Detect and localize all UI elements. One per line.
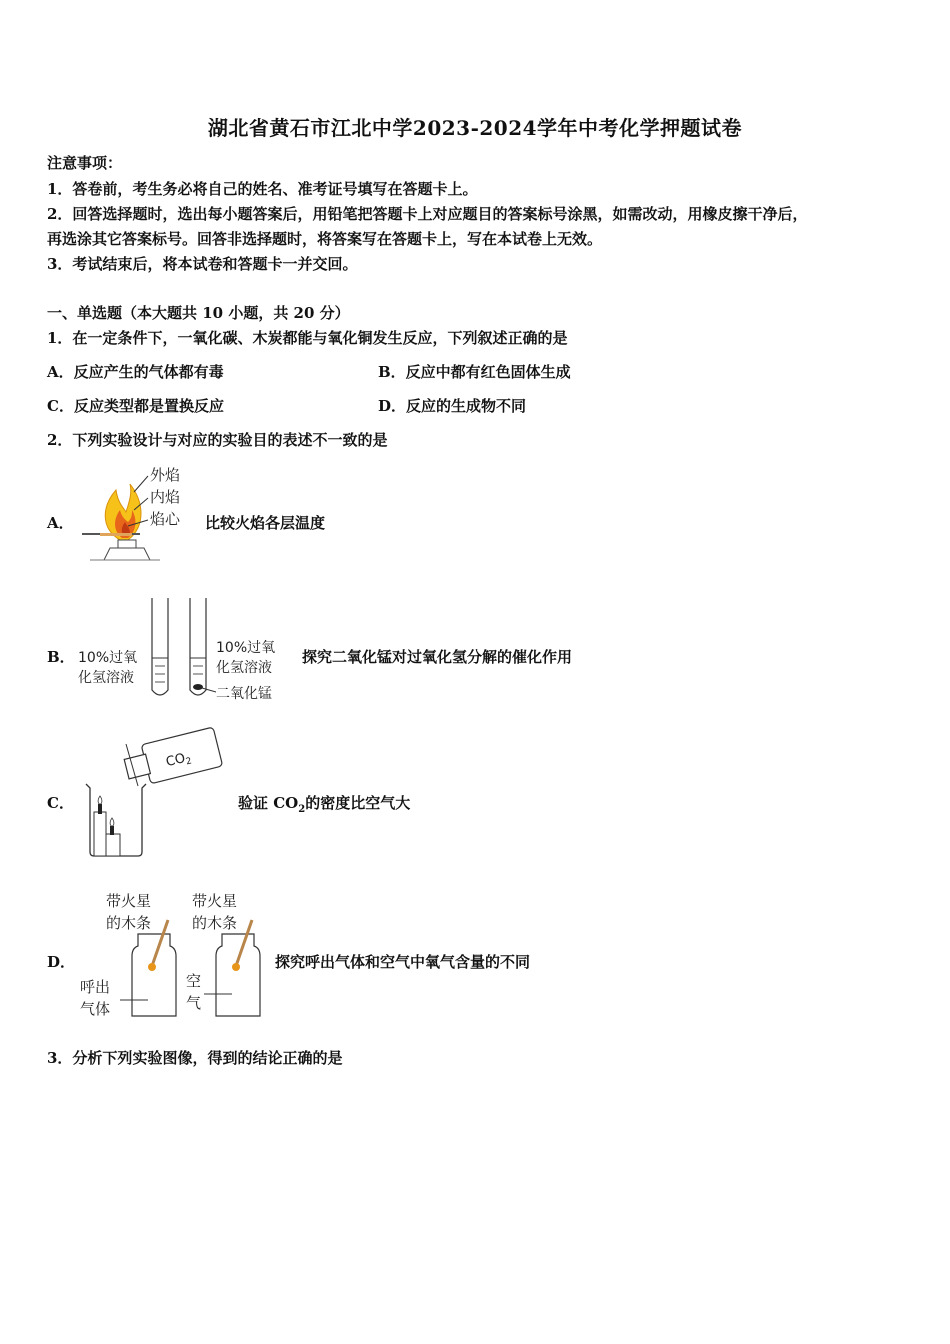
page-title: 湖北省黄石市江北中学2023-2024学年中考化学押题试卷 bbox=[207, 116, 743, 140]
fig-label-left-2: 化氢溶液 bbox=[78, 670, 134, 686]
notice-item-2a: 2．回答选择题时，选出每小题答案后，用铅笔把答题卡上对应题目的答案标号涂黑，如需改动，用橡皮擦干净后， bbox=[47, 205, 808, 223]
notice-item-1: 1．答卷前，考生务必将自己的姓名、准考证号填写在答题卡上。 bbox=[47, 180, 478, 198]
fig-left-2: 气体 bbox=[80, 1000, 111, 1018]
fig-top-right-2: 的木条 bbox=[192, 914, 238, 932]
q1-option-d: D．反应的生成物不同 bbox=[378, 397, 527, 415]
fig-top-left-1: 带火星 bbox=[106, 892, 152, 910]
q2-option-c-text: 验证 $CO_2$的密度比空气大 bbox=[238, 794, 411, 815]
q3-stem: 3．分析下列实验图像，得到的结论正确的是 bbox=[47, 1049, 343, 1067]
test-tubes-figure bbox=[76, 594, 291, 706]
co2-beaker-figure bbox=[80, 726, 225, 858]
fig-label-right-3: 二氧化锰 bbox=[216, 686, 272, 702]
q2-option-b-text: 探究二氧化锰对过氧化氢分解的催化作用 bbox=[302, 648, 573, 666]
section-heading: 一、单选题（本大题共 10 小题，共 20 分） bbox=[47, 304, 350, 322]
q1-option-b: B．反应中都有红色固体生成 bbox=[378, 363, 571, 381]
q2-option-c-label: C． bbox=[47, 794, 74, 812]
notice-item-3: 3．考试结束后，将本试卷和答题卡一并交回。 bbox=[47, 255, 358, 273]
fig-label-flame-core: 焰心 bbox=[150, 510, 181, 528]
fig-label-right-1: 10%过氧 bbox=[216, 640, 276, 656]
fig-right-1: 空 bbox=[186, 972, 202, 990]
q1-option-a: A．反应产生的气体都有毒 bbox=[47, 363, 224, 381]
q2-stem: 2．下列实验设计与对应的实验目的表述不一致的是 bbox=[47, 431, 388, 449]
q2-option-d-label: D． bbox=[47, 953, 76, 971]
q2-option-a-text: 比较火焰各层温度 bbox=[205, 514, 326, 532]
fig-label-inner-flame: 内焰 bbox=[150, 488, 181, 506]
fig-label-outer-flame: 外焰 bbox=[150, 466, 181, 484]
q1-stem: 1．在一定条件下，一氧化碳、木炭都能与氧化铜发生反应，下列叙述正确的是 bbox=[47, 329, 568, 347]
flame-figure bbox=[80, 462, 190, 566]
q2-option-d-text: 探究呼出气体和空气中氧气含量的不同 bbox=[275, 953, 531, 971]
fig-right-2: 气 bbox=[186, 994, 202, 1012]
notice-heading: 注意事项： bbox=[47, 154, 123, 172]
fig-left-1: 呼出 bbox=[80, 978, 111, 996]
fig-label-left-1: 10%过氧 bbox=[78, 650, 138, 666]
q2-option-a-label: A． bbox=[47, 514, 74, 532]
fig-top-left-2: 的木条 bbox=[106, 914, 152, 932]
wood-splint-bottles-figure bbox=[76, 886, 266, 1020]
notice-item-2b: 再选涂其它答案标号。回答非选择题时，将答案写在答题卡上，写在本试卷上无效。 bbox=[47, 230, 603, 248]
q1-option-c: C．反应类型都是置换反应 bbox=[47, 397, 224, 415]
q2-option-b-label: B． bbox=[47, 648, 75, 666]
fig-label-right-2: 化氢溶液 bbox=[216, 660, 272, 676]
fig-gas-label: $CO_2$ bbox=[164, 750, 193, 771]
fig-top-right-1: 带火星 bbox=[192, 892, 238, 910]
